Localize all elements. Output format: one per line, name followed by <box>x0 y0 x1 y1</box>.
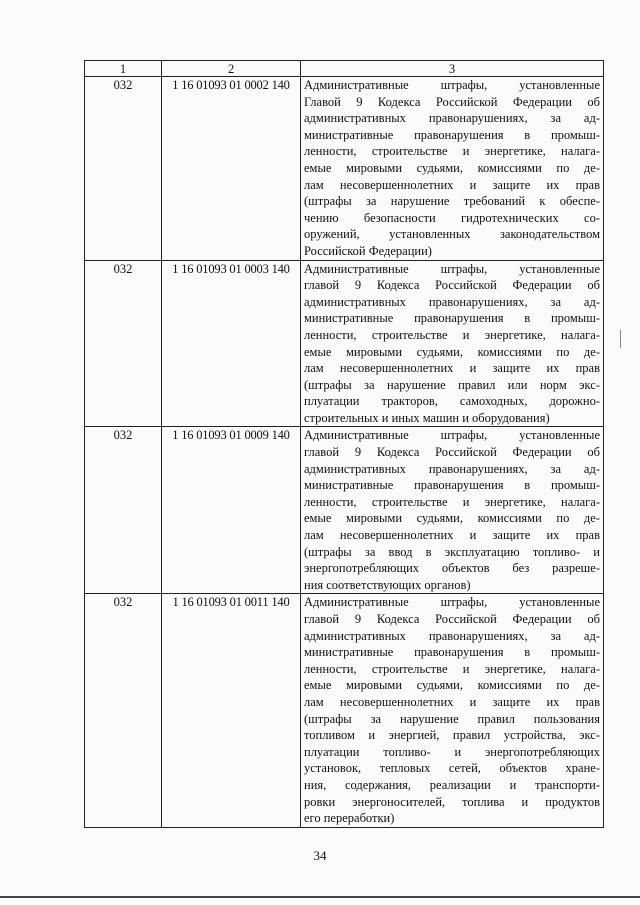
bottom-border <box>0 896 640 898</box>
description-line: емые мировыми судьями, комиссиями по де- <box>304 160 600 175</box>
description-line: главой 9 Кодекса Российской Федерации об <box>304 278 600 293</box>
description-line: (штрафы за нарушение правил пользования <box>304 711 600 726</box>
description-line: установок, тепловых сетей, объектов хране- <box>304 761 600 776</box>
description-line: главой 9 Кодекса Российской Федерации об <box>304 612 600 626</box>
description-line: ленности, строительстве и энергетике, налага- <box>304 661 600 676</box>
description-line: (штрафы за нарушение правил или норм экс- <box>304 377 600 392</box>
description-line: ленности, строительстве и энергетике, налага- <box>304 494 600 509</box>
row-code-cell: 032 <box>85 427 162 594</box>
description-line: Административные штрафы, установленные <box>304 261 600 276</box>
description-line: административных правонарушениях, за ад- <box>304 461 600 476</box>
description-line: (штрафы за нарушение требований к обеспе- <box>304 194 600 209</box>
description-line: ния, содержания, реализации и транспорти- <box>304 777 600 792</box>
description-line: министративные правонарушения в промыш- <box>304 645 600 660</box>
description-cell <box>301 427 604 594</box>
description-line: лам несовершеннолетних и защите их прав <box>304 177 600 192</box>
description-line: административных правонарушениях, за ад- <box>304 294 600 309</box>
description-line: ния соответствующих органов) <box>304 577 471 592</box>
description-line: емые мировыми судьями, комиссиями по де- <box>304 678 600 693</box>
description-line: административных правонарушениях, за ад- <box>304 628 600 643</box>
description-line: лам несовершеннолетних и защите их прав <box>304 694 600 709</box>
description-line: административных правонарушениях, за ад- <box>304 111 600 126</box>
table-header-row <box>85 61 604 77</box>
description-line: оружений, установленных законодательством <box>304 227 600 242</box>
description-line: министративные правонарушения в промыш- <box>304 311 600 326</box>
budget-classification-code-cell: 1 16 01093 01 0009 140 <box>162 427 301 594</box>
description-line: министративные правонарушения в промыш- <box>304 478 600 493</box>
description-line: министративные правонарушения в промыш- <box>304 127 600 142</box>
table-row <box>85 77 604 261</box>
document-table <box>84 60 604 828</box>
description-line: энергопотребляющих объектов без разреше- <box>304 561 600 576</box>
budget-classification-code-cell: 1 16 01093 01 0003 140 <box>162 260 301 427</box>
description-line: Административные штрафы, установленные <box>304 595 600 610</box>
description-cell <box>301 77 604 261</box>
budget-classification-code-cell: 1 16 01093 01 0011 140 <box>162 594 301 827</box>
description-line: топливом и энергией, правил устройства, экс- <box>304 728 600 743</box>
scan-artifact-mark <box>620 330 621 348</box>
row-code-cell: 032 <box>85 260 162 427</box>
row-code-cell: 032 <box>85 77 162 261</box>
description-line: Российской Федерации) <box>304 243 432 258</box>
description-cell <box>301 260 604 427</box>
table-body <box>85 77 604 828</box>
description-line: лам несовершеннолетних и защите их прав <box>304 361 600 376</box>
description-line: лам несовершеннолетних и защите их прав <box>304 528 600 543</box>
column-header-1: 1 <box>85 61 162 77</box>
column-header-3: 3 <box>301 61 604 77</box>
page-number: 34 <box>313 848 327 863</box>
description-cell <box>301 594 604 827</box>
row-code-cell: 032 <box>85 594 162 827</box>
description-line: Административные штрафы, установленные <box>304 428 600 443</box>
description-line: строительных и иных машин и оборудования) <box>304 410 550 425</box>
table-row <box>85 427 604 594</box>
description-line: его переработки) <box>304 811 395 826</box>
description-line: Главой 9 Кодекса Российской Федерации об <box>304 94 600 109</box>
description-line: емые мировыми судьями, комиссиями по де- <box>304 511 600 526</box>
description-line: ровки энергоносителей, топлива и продуктов <box>304 794 600 809</box>
description-line: (штрафы за ввод в эксплуатацию топливо- и <box>304 544 600 559</box>
description-line: плуатации топливо- и энергопотребляющих <box>304 744 600 759</box>
budget-classification-code-cell: 1 16 01093 01 0002 140 <box>162 77 301 261</box>
table-row <box>85 594 604 827</box>
description-line: главой 9 Кодекса Российской Федерации об <box>304 445 600 460</box>
description-line: ленности, строительстве и энергетике, налага- <box>304 144 600 159</box>
description-line: чению безопасности гидротехнических со- <box>304 210 600 225</box>
description-line: плуатации тракторов, самоходных, дорожно- <box>304 394 600 409</box>
description-line: ленности, строительстве и энергетике, налага- <box>304 327 600 342</box>
column-header-2: 2 <box>162 61 301 77</box>
table-row <box>85 260 604 427</box>
description-line: Административные штрафы, установленные <box>304 78 600 92</box>
description-line: емые мировыми судьями, комиссиями по де- <box>304 344 600 359</box>
